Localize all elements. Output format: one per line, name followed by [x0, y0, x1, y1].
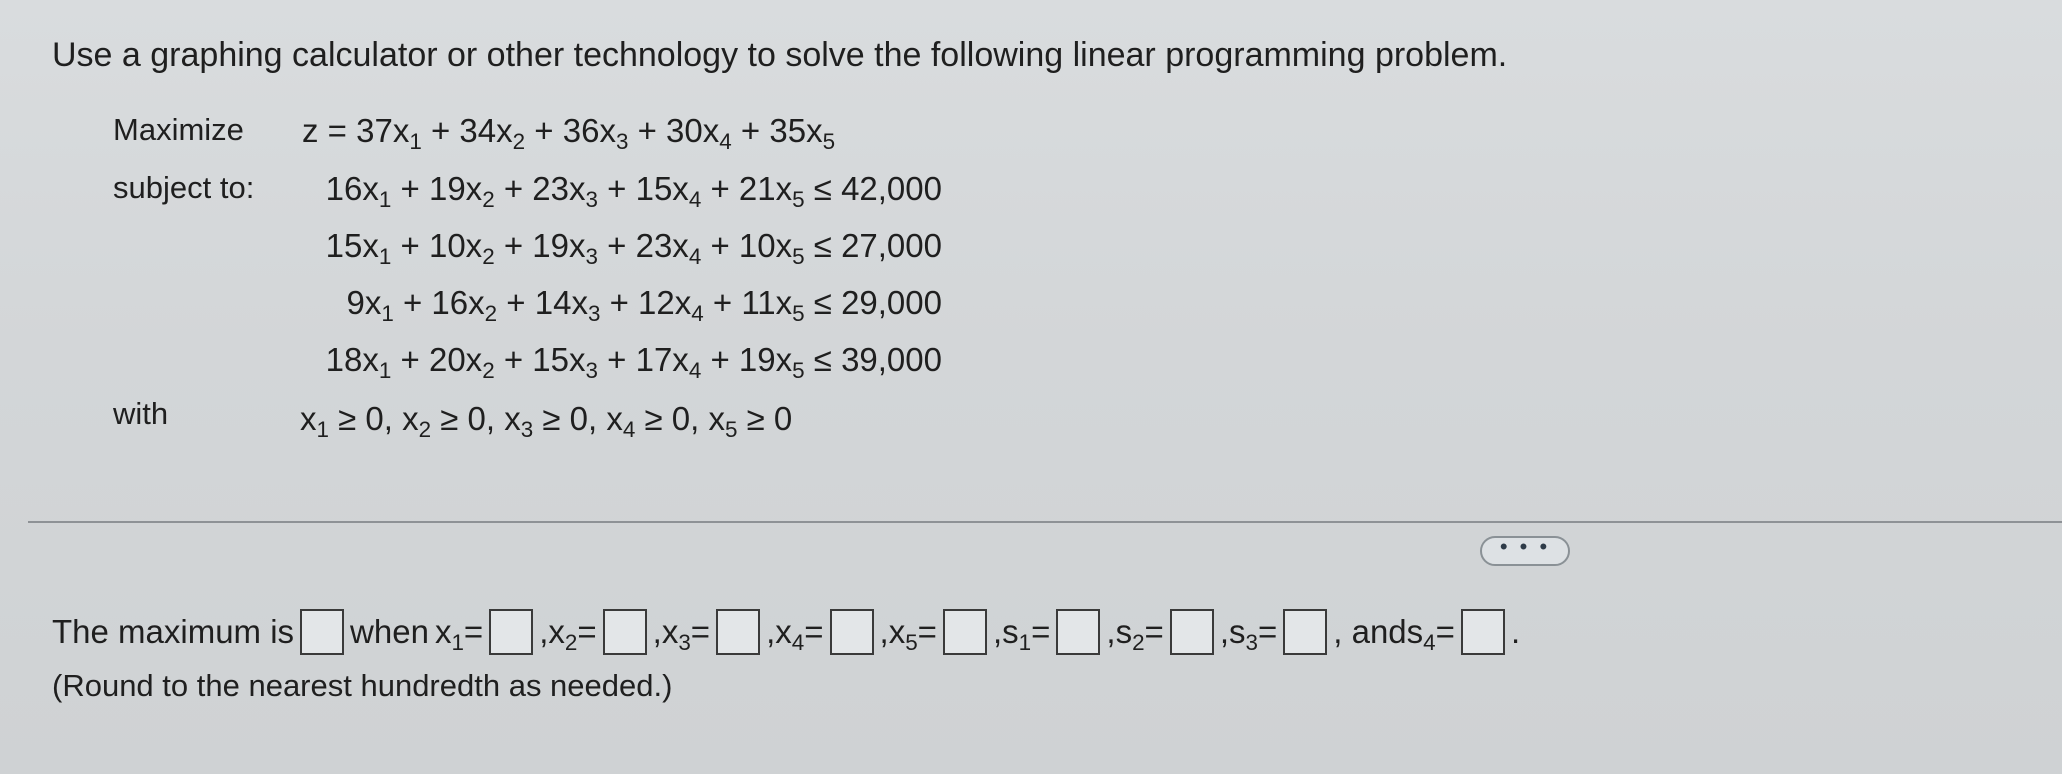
s4-input[interactable]	[1461, 609, 1505, 655]
plus-sign: +	[497, 284, 535, 321]
maximize-label: Maximize	[113, 112, 244, 147]
term: $15x_3$	[532, 341, 598, 384]
nonneg-variable: $x_4$	[606, 400, 636, 443]
leq-sign: ≤	[804, 341, 842, 378]
plus-sign: +	[494, 227, 533, 264]
plus-sign: +	[701, 341, 739, 378]
leq-sign: ≤	[804, 284, 842, 321]
answer-var-s3: $s_3$	[1229, 613, 1258, 656]
term-subscript: 5	[792, 187, 805, 213]
term-subscript: 2	[482, 187, 495, 213]
nonneg-variable-subscript: 2	[418, 417, 432, 443]
answer-var-s4: $s_4$	[1406, 613, 1436, 656]
term: $12x_4$	[638, 284, 704, 327]
section-divider	[28, 521, 2062, 523]
plus-sign: +	[731, 112, 770, 149]
more-options-button[interactable]	[1480, 536, 1570, 566]
term-subscript: 2	[482, 358, 495, 384]
answer-var-s4-subscript: 4	[1423, 630, 1436, 656]
s1-input[interactable]	[1056, 609, 1100, 655]
term: $18x_1$	[325, 341, 392, 384]
nonneg-variable: $x_1$	[300, 400, 329, 443]
nonneg-variable-subscript: 5	[725, 417, 738, 443]
plus-sign: +	[701, 227, 739, 264]
answer-var-x4-subscript: 4	[791, 630, 805, 656]
nonneg-variable-subscript: 1	[316, 417, 329, 443]
answer-var-x5-subscript: 5	[905, 630, 918, 656]
equals-sign: =	[1031, 613, 1051, 650]
nonneg-variable-subscript: 3	[520, 417, 534, 443]
term-subscript: 5	[792, 301, 805, 327]
constraint-4	[325, 341, 942, 384]
plus-sign: +	[391, 227, 429, 264]
term: $23x_4$	[635, 227, 702, 270]
answer-var-x5: $x_5$	[888, 613, 918, 656]
plus-sign: +	[628, 112, 667, 149]
plus-sign: +	[391, 341, 429, 378]
term-subscript: 1	[378, 187, 392, 213]
term-subscript: 4	[719, 129, 732, 155]
comma: ,	[1219, 613, 1229, 650]
plus-sign: +	[600, 284, 639, 321]
equals-sign: =	[690, 613, 711, 650]
equals-sign: =	[804, 613, 824, 650]
comma: ,	[879, 613, 889, 650]
rhs-value: 39,000	[841, 341, 942, 378]
with-label: with	[113, 396, 169, 431]
answer-lead: The maximum is	[52, 613, 295, 650]
term-subscript: 2	[512, 129, 526, 155]
rhs-value: 42,000	[841, 170, 942, 207]
maximum-input[interactable]	[300, 609, 344, 655]
term-subscript: 3	[585, 244, 598, 270]
geq-zero: ≥ 0,	[533, 400, 607, 437]
term: $10x_2$	[428, 227, 495, 270]
comma: ,	[766, 613, 776, 650]
plus-sign: +	[393, 284, 432, 321]
term: $11x_5$	[741, 284, 805, 327]
term: $17x_4$	[635, 341, 702, 384]
term: $37x_1$	[356, 112, 422, 155]
nonneg-variable-subscript: 4	[622, 417, 636, 443]
plus-sign: +	[701, 170, 739, 207]
term-subscript: 1	[378, 358, 392, 384]
term: $20x_2$	[428, 341, 495, 384]
term: $21x_5$	[738, 170, 805, 213]
term-subscript: 2	[482, 244, 495, 270]
term-subscript: 1	[409, 129, 422, 155]
answer-var-x2-subscript: 2	[564, 630, 578, 656]
s2-input[interactable]	[1170, 609, 1214, 655]
term: $10x_5$	[738, 227, 805, 270]
equals-sign: =	[577, 613, 597, 650]
term-subscript: 4	[688, 244, 702, 270]
term-subscript: 1	[381, 301, 394, 327]
rhs-value: 27,000	[841, 227, 942, 264]
plus-sign: +	[703, 284, 742, 321]
geq-zero: ≥ 0,	[328, 400, 403, 437]
term: $35x_5$	[769, 112, 836, 155]
nonneg-variable: $x_2$	[402, 400, 432, 443]
rounding-note: (Round to the nearest hundredth as needed.)	[52, 668, 673, 703]
term-subscript: 4	[688, 358, 702, 384]
term-subscript: 4	[688, 187, 702, 213]
geq-zero: ≥ 0,	[635, 400, 709, 437]
plus-sign: +	[597, 341, 636, 378]
plus-sign: +	[494, 170, 533, 207]
plus-sign: +	[525, 112, 563, 149]
term-subscript: 1	[378, 244, 392, 270]
geq-zero: ≥ 0	[737, 400, 793, 437]
plus-sign: +	[421, 112, 460, 149]
objective-lead: z =	[302, 112, 357, 149]
more-options-label: • • •	[1499, 534, 1551, 559]
constraint-1	[325, 170, 942, 213]
equals-sign: =	[1257, 613, 1278, 650]
equals-sign: =	[1435, 613, 1455, 650]
term: $34x_2$	[459, 112, 526, 155]
x4-input[interactable]	[830, 609, 874, 655]
term: $16x_1$	[325, 170, 392, 213]
leq-sign: ≤	[804, 227, 842, 264]
constraint-3	[346, 284, 942, 327]
answer-var-s2: $s_2$	[1115, 613, 1145, 656]
comma: ,	[992, 613, 1003, 650]
answer-var-s1-subscript: 1	[1018, 630, 1032, 656]
answer-row	[52, 609, 1520, 655]
term-subscript: 4	[691, 301, 704, 327]
x5-input[interactable]	[943, 609, 987, 655]
term-subscript: 5	[792, 358, 805, 384]
x2-input[interactable]	[603, 609, 647, 655]
nonnegativity-constraints	[300, 400, 793, 443]
problem-prompt: Use a graphing calculator or other technology to solve the following linear programming problem.	[52, 36, 1508, 74]
answer-var-x1-subscript: 1	[451, 630, 464, 656]
leq-sign: ≤	[804, 170, 842, 207]
term: $30x_4$	[666, 112, 732, 155]
term: $19x_3$	[532, 227, 598, 270]
equals-sign: =	[463, 613, 484, 650]
answer-var-s3-subscript: 3	[1245, 630, 1258, 656]
s3-input[interactable]	[1283, 609, 1327, 655]
term: $14x_3$	[534, 284, 601, 327]
answer-var-x4: $x_4$	[775, 613, 805, 656]
answer-when: when	[350, 613, 429, 650]
comma: ,	[539, 613, 549, 650]
rhs-value: 29,000	[841, 284, 942, 321]
term: $9x_1$	[346, 284, 394, 327]
term-subscript: 5	[792, 244, 805, 270]
term-subscript: 3	[615, 129, 629, 155]
term-subscript: 2	[484, 301, 498, 327]
answer-var-x1: $x_1$	[434, 613, 464, 656]
geq-zero: ≥ 0,	[431, 400, 505, 437]
constraint-2	[325, 227, 942, 270]
plus-sign: +	[597, 170, 636, 207]
answer-var-x3-subscript: 3	[678, 630, 691, 656]
term-subscript: 3	[585, 187, 598, 213]
nonneg-variable: $x_3$	[504, 400, 534, 443]
answer-var-s1: $s_1$	[1002, 613, 1032, 656]
term: $19x_5$	[738, 341, 805, 384]
term-subscript: 5	[822, 129, 836, 155]
term-subscript: 3	[585, 358, 598, 384]
subject-to-label: subject to:	[113, 170, 255, 205]
term: $16x_2$	[431, 284, 498, 327]
answer-var-x3: $x_3$	[661, 613, 691, 656]
answer-var-x2: $x_2$	[548, 613, 578, 656]
objective-function	[302, 112, 836, 155]
term: $15x_1$	[325, 227, 392, 270]
plus-sign: +	[391, 170, 429, 207]
plus-sign: +	[597, 227, 636, 264]
comma: ,	[652, 613, 662, 650]
answer-and: , and	[1333, 613, 1407, 650]
equals-sign: =	[1144, 613, 1164, 650]
term: $15x_4$	[635, 170, 702, 213]
comma: ,	[1106, 613, 1116, 650]
answer-var-s2-subscript: 2	[1132, 630, 1145, 656]
term-subscript: 3	[587, 301, 601, 327]
x1-input[interactable]	[489, 609, 533, 655]
period: .	[1510, 613, 1521, 650]
plus-sign: +	[494, 341, 533, 378]
term: $36x_3$	[562, 112, 629, 155]
nonneg-variable: $x_5$	[708, 400, 738, 443]
term: $23x_3$	[532, 170, 598, 213]
x3-input[interactable]	[716, 609, 760, 655]
equals-sign: =	[917, 613, 937, 650]
term: $19x_2$	[428, 170, 495, 213]
